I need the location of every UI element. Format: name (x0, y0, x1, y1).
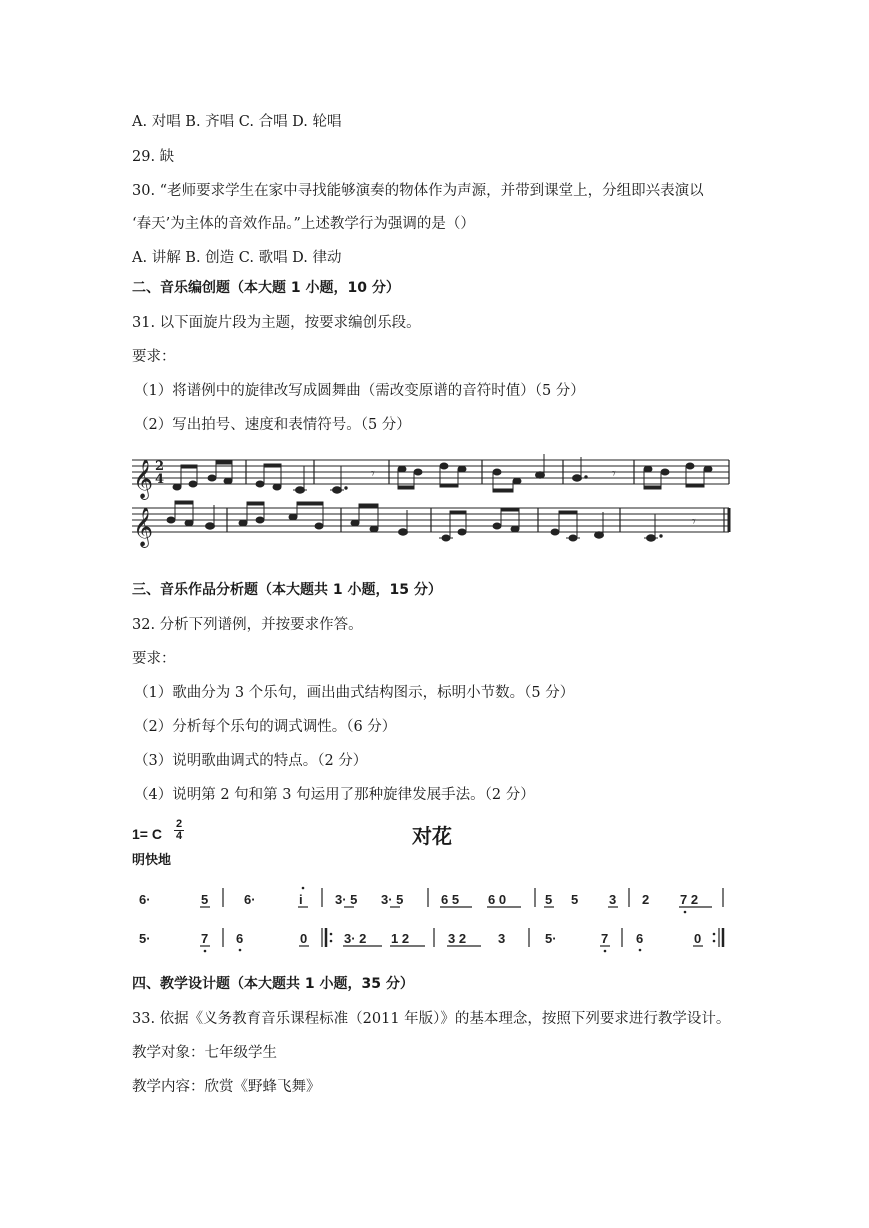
svg-text:6: 6 (236, 931, 244, 946)
svg-text:𝄾: 𝄾 (692, 514, 696, 530)
q32-req4: （4）说明第 2 句和第 3 句运用了那种旋律发展手法。（2 分） (134, 787, 535, 803)
svg-text:3· 2: 3· 2 (344, 931, 367, 946)
song-title: 对花 (412, 826, 452, 848)
song-meter: 2 4 (175, 818, 183, 842)
q28-options: A. 对唱 B. 齐唱 C. 合唱 D. 轮唱 (132, 114, 342, 130)
q31-req2: （2）写出拍号、速度和表情符号。（5 分） (134, 417, 411, 433)
section2-heading: 二、音乐编创题（本大题 1 小题，10 分） (132, 280, 400, 296)
teaching-object: 教学对象：七年级学生 (132, 1045, 277, 1061)
svg-text:5·: 5· (545, 931, 557, 946)
q32-req2: （2）分析每个乐句的调式调性。（6 分） (134, 719, 397, 735)
svg-text:3· 5: 3· 5 (335, 892, 358, 907)
q32-req1: （1）歌曲分为 3 个乐句，画出曲式结构图示，标明小节数。（5 分） (134, 685, 575, 701)
time-signature-top: 2 (155, 459, 165, 474)
svg-text:𝄾: 𝄾 (612, 466, 616, 482)
q31-req1: （1）将谱例中的旋律改写成圆舞曲（需改变原谱的音符时值）（5 分） (134, 383, 585, 399)
q30-text-line1: 30. “老师要求学生在家中寻找能够演奏的物体作为声源，并带到课堂上，分组即兴表演以 (132, 183, 704, 199)
svg-text:5·: 5· (139, 931, 151, 946)
q32-req3: （3）说明歌曲调式的特点。（2 分） (134, 753, 368, 769)
svg-text:6: 6 (636, 931, 644, 946)
teaching-content: 教学内容：欣赏《野蜂飞舞》 (132, 1079, 321, 1095)
song-tempo: 明快地 (132, 852, 172, 867)
svg-text:3 2: 3 2 (448, 931, 467, 946)
q31-requirements-label: 要求： (132, 349, 176, 365)
svg-text:3: 3 (498, 931, 506, 946)
section3-heading: 三、音乐作品分析题（本大题共 1 小题，15 分） (132, 582, 442, 598)
q33-text: 33. 依据《义务教育音乐课程标准（2011 年版）》的基本理念，按照下列要求进行教学设计。 (132, 1011, 731, 1027)
song-key: 1= C (132, 826, 162, 842)
q30-text-line2: ‘春天’为主体的音效作品。”上述教学行为强调的是（） (132, 216, 475, 232)
svg-text:5: 5 (545, 892, 553, 907)
svg-text:5: 5 (201, 892, 209, 907)
svg-text:i: i (299, 892, 303, 907)
q32-requirements-label: 要求： (132, 651, 176, 667)
q32-text: 32. 分析下列谱例，并按要求作答。 (132, 617, 363, 633)
svg-text:7: 7 (601, 931, 609, 946)
svg-text:3: 3 (609, 892, 617, 907)
svg-text:𝄾: 𝄾 (371, 466, 375, 482)
svg-text:2: 2 (642, 892, 650, 907)
q29-text: 29. 缺 (132, 149, 175, 165)
q30-options: A. 讲解 B. 创造 C. 歌唱 D. 律动 (132, 250, 342, 266)
svg-text:6·: 6· (139, 892, 151, 907)
section4-heading: 四、教学设计题（本大题共 1 小题，35 分） (132, 976, 414, 992)
svg-text:6·: 6· (244, 892, 256, 907)
time-signature-bottom: 4 (155, 472, 165, 487)
svg-text:7 2: 7 2 (680, 892, 699, 907)
svg-text:6 0: 6 0 (488, 892, 507, 907)
svg-text:3· 5: 3· 5 (381, 892, 404, 907)
svg-text:5: 5 (571, 892, 579, 907)
svg-text:0: 0 (300, 931, 308, 946)
svg-text:7: 7 (201, 931, 209, 946)
q31-text: 31. 以下面旋片段为主题，按要求编创乐段。 (132, 315, 421, 331)
svg-text:1 2: 1 2 (391, 931, 410, 946)
treble-clef-icon: 𝄞 (133, 507, 154, 547)
treble-clef-icon: 𝄞 (133, 459, 154, 499)
svg-text:0: 0 (694, 931, 702, 946)
svg-text:6 5: 6 5 (441, 892, 460, 907)
